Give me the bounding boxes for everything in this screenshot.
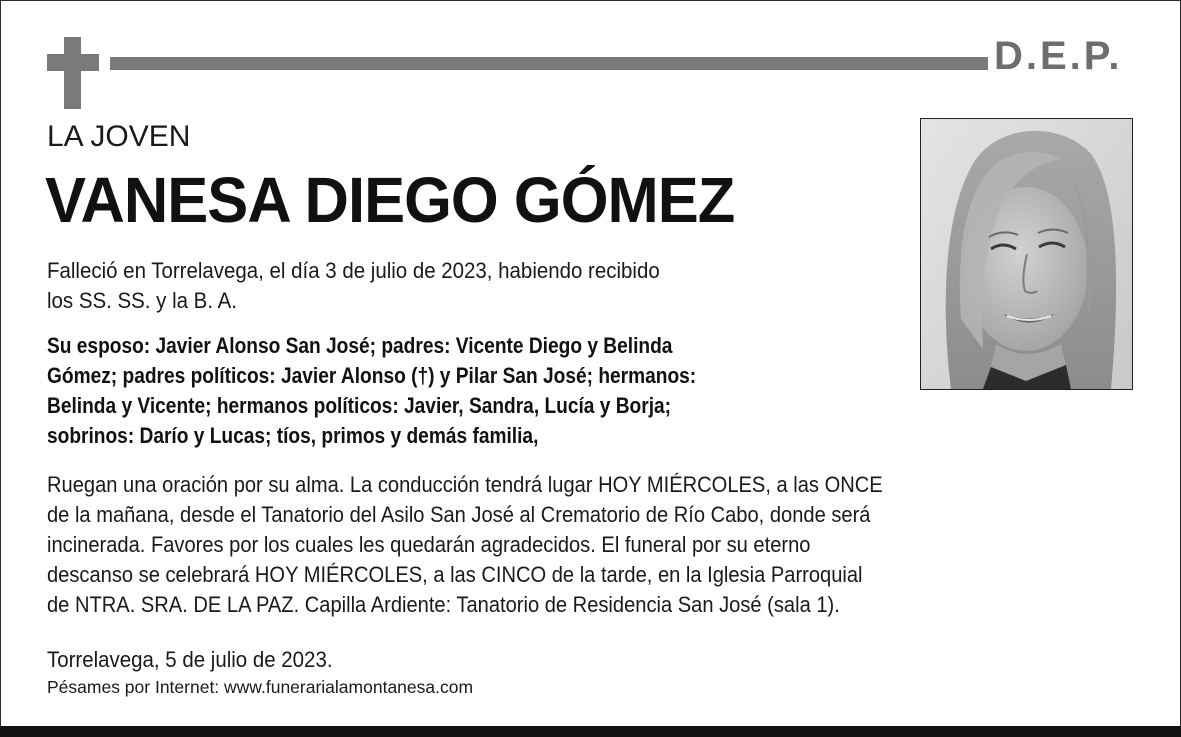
service-line: de NTRA. SRA. DE LA PAZ. Capilla Ardiente: Tanatorio de Residencia San José (sala 1). xyxy=(47,592,840,617)
family-line: Belinda y Vicente; hermanos políticos: Javier, Sandra, Lucía y Borja; xyxy=(47,393,672,418)
service-line: Ruegan una oración por su alma. La conducción tendrá lugar HOY MIÉRCOLES, a las ONCE xyxy=(47,472,883,497)
dep-label: D.E.P. xyxy=(994,34,1123,78)
service-line: descanso se celebrará HOY MIÉRCOLES, a las CINCO de la tarde, en la Iglesia Parroquial xyxy=(47,562,863,587)
family-paragraph xyxy=(47,331,696,451)
service-line: incinerada. Favores por los cuales les quedarán agradecidos. El funeral por su eterno xyxy=(47,532,811,557)
service-paragraph xyxy=(47,470,883,620)
condolences-link[interactable]: Pésames por Internet: www.funerarialamontanesa.com xyxy=(47,677,474,697)
place-date: Torrelavega, 5 de julio de 2023. xyxy=(47,647,333,672)
deceased-name: VANESA DIEGO GÓMEZ xyxy=(45,164,735,236)
bottom-rule xyxy=(0,726,1181,737)
family-line: sobrinos: Darío y Lucas; tíos, primos y demás familia, xyxy=(47,423,539,448)
portrait-photo xyxy=(920,118,1133,390)
service-line: de la mañana, desde el Tanatorio del Asilo San José al Crematorio de Río Cabo, donde será xyxy=(47,502,871,527)
family-line: Gómez; padres políticos: Javier Alonso (†) y Pilar San José; hermanos: xyxy=(47,363,697,388)
announcement-paragraph xyxy=(47,256,660,316)
cross-icon xyxy=(47,37,99,109)
announcement-line: Falleció en Torrelavega, el día 3 de julio de 2023, habiendo recibido xyxy=(47,258,660,283)
deceased-title: LA JOVEN xyxy=(47,120,191,153)
header-rule xyxy=(110,57,988,70)
family-line: Su esposo: Javier Alonso San José; padres: Vicente Diego y Belinda xyxy=(47,333,673,358)
announcement-line: los SS. SS. y la B. A. xyxy=(47,288,237,313)
